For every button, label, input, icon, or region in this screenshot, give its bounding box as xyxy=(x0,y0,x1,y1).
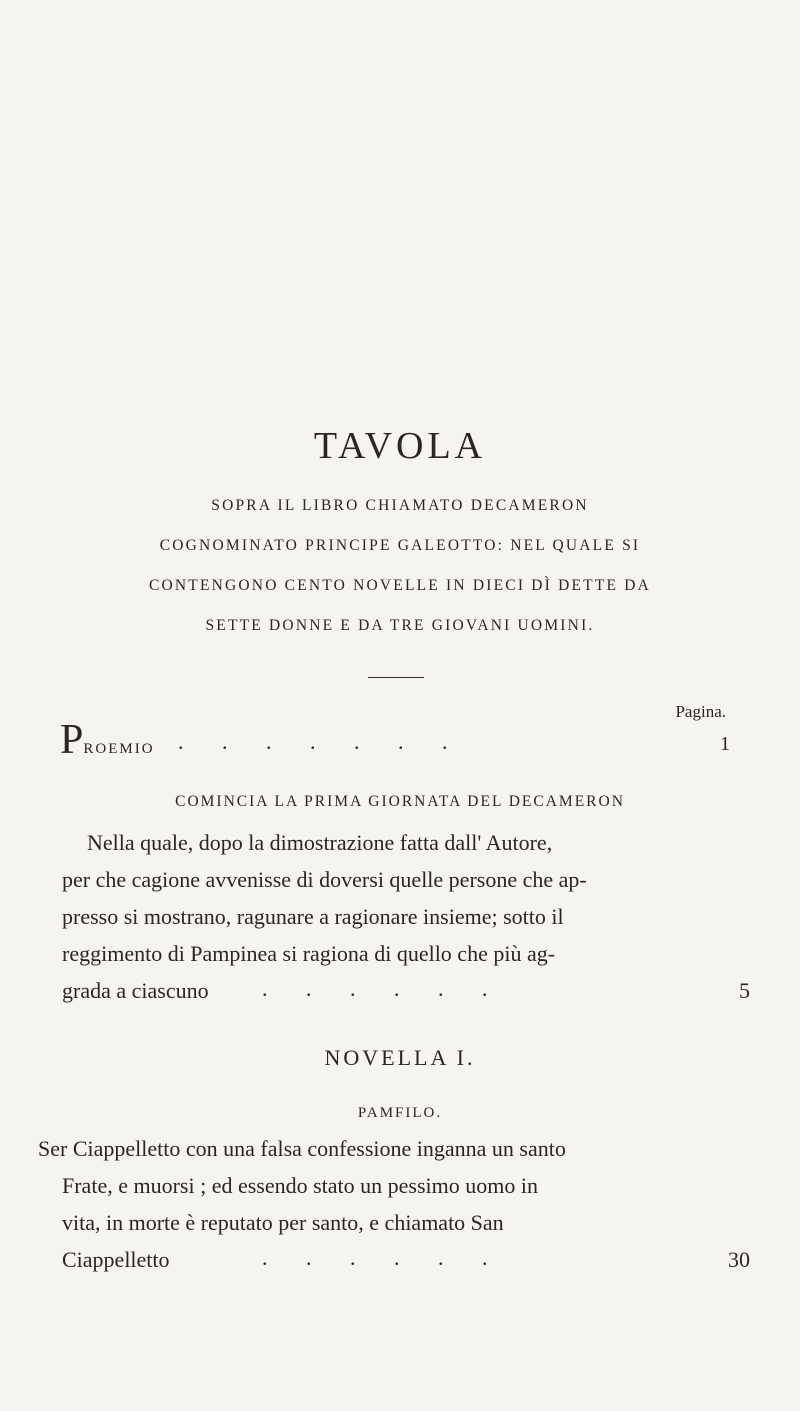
first-day-line-1: Nella quale, dopo la dimostrazione fatta dall' Autore, xyxy=(87,830,553,855)
novella-line-2: Frate, e muorsi ; ed essendo stato un pessimo uomo in xyxy=(62,1173,538,1198)
first-day-page-number: 5 xyxy=(739,978,750,1003)
divider-rule xyxy=(368,677,424,678)
first-day-line-4: reggimento di Pampinea si ragiona di quello che più ag- xyxy=(62,941,556,966)
first-day-line-3: presso si mostrano, ragunare a ragionare insieme; sotto il xyxy=(62,904,564,929)
novella-speaker: PAMFILO. xyxy=(357,1105,443,1121)
novella-line-3: vita, in morte è reputato per santo, e chiamato San xyxy=(62,1210,504,1235)
first-day-line-5: grada a ciascuno xyxy=(62,978,209,1003)
subtitle-line-3: CONTENGONO CENTO NOVELLE IN DIECI DÌ DETTE DA xyxy=(148,577,652,594)
novella-title: NOVELLA I. xyxy=(324,1045,476,1070)
subtitle-line-1: SOPRA IL LIBRO CHIAMATO DECAMERON xyxy=(211,497,589,514)
novella-line-4: Ciappelletto xyxy=(62,1247,170,1272)
novella-line-1: Ser Ciappelletto con una falsa confessione inganna un santo xyxy=(38,1136,566,1161)
first-day-heading: COMINCIA LA PRIMA GIORNATA DEL DECAMERON xyxy=(175,793,625,810)
first-day-leader: . . . . . . xyxy=(262,976,488,1001)
subtitle-line-4: SETTE DONNE E DA TRE GIOVANI UOMINI. xyxy=(205,617,595,634)
novella-leader: . . . . . . xyxy=(262,1245,488,1270)
toc-entry-first-day[interactable] xyxy=(62,978,750,1004)
proemio-page-number: 1 xyxy=(720,733,730,755)
pagina-label: Pagina. xyxy=(675,702,726,721)
page-title: TAVOLA xyxy=(313,425,487,467)
novella-page-number: 30 xyxy=(728,1247,750,1272)
proemio-initial: P xyxy=(60,717,84,763)
first-day-line-2: per che cagione avvenisse di doversi quelle persone che ap- xyxy=(62,867,587,892)
toc-entry-proemio[interactable] xyxy=(60,716,730,773)
proemio-leader: . . . . . . . xyxy=(178,729,448,754)
toc-entry-novella-1[interactable] xyxy=(62,1247,750,1273)
proemio-label: ROEMIO xyxy=(83,741,155,757)
subtitle-line-2: COGNOMINATO PRINCIPE GALEOTTO: NEL QUALE SI xyxy=(159,537,641,554)
